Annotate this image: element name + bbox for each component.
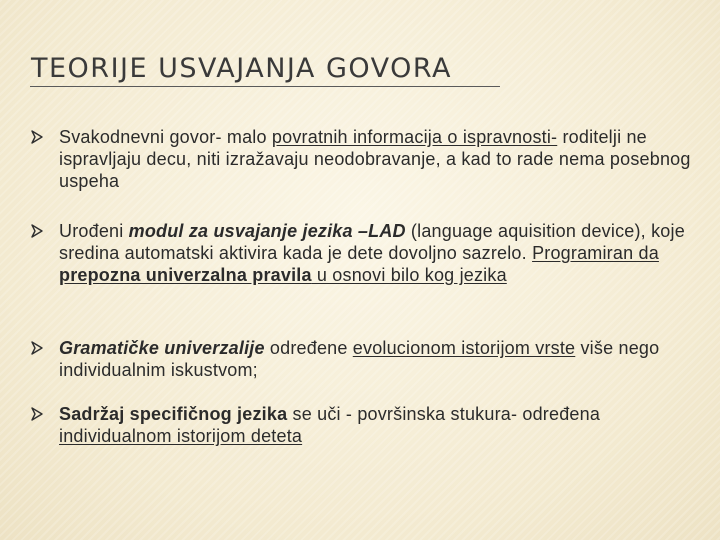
text-segment: modul za usvajanje jezika –LAD [128, 221, 406, 241]
arrow-bullet-icon [30, 341, 44, 355]
text-segment: povratnih informacija o ispravnosti- [271, 127, 558, 147]
text-segment: Sadržaj specifičnog jezika [59, 404, 288, 424]
text-segment: Gramatičke univerzalije [59, 338, 265, 358]
title-underline [30, 86, 500, 87]
bullet-item [30, 126, 695, 192]
arrow-bullet-icon [30, 224, 44, 238]
bullet-item [30, 220, 695, 286]
text-segment: (language aquisition device), koje sredina automatski aktivira kada je dete dovoljno sazrelo. [59, 221, 685, 263]
text-segment: više nego individualnim iskustvom; [59, 338, 660, 380]
text-segment: određene [264, 338, 353, 358]
bullet-text [59, 126, 695, 192]
text-segment: roditelji ne ispravljaju decu, niti izražavaju neodobravanje, a kad to rade nema posebnog uspeha [59, 127, 691, 191]
text-segment: individualnom istorijom deteta [59, 426, 303, 446]
bullet-text [59, 403, 695, 447]
text-segment: u osnovi bilo kog jezika [311, 265, 507, 285]
bullet-item [30, 403, 695, 447]
text-segment: Svakodnevni govor- malo [59, 127, 272, 147]
text-segment: prepozna univerzalna pravila [59, 265, 312, 285]
slide-title: TEORIJE USVAJANJA GOVORA [31, 53, 453, 84]
text-segment: se uči - površinska stukura- određena [287, 404, 601, 424]
text-segment: Programiran da [532, 243, 659, 263]
arrow-bullet-icon [30, 407, 44, 421]
bullet-text [59, 220, 695, 286]
bullet-text [59, 337, 695, 381]
text-segment: Urođeni [59, 221, 129, 241]
text-segment: evolucionom istorijom vrste [352, 338, 576, 358]
arrow-bullet-icon [30, 130, 44, 144]
bullet-item [30, 337, 695, 381]
